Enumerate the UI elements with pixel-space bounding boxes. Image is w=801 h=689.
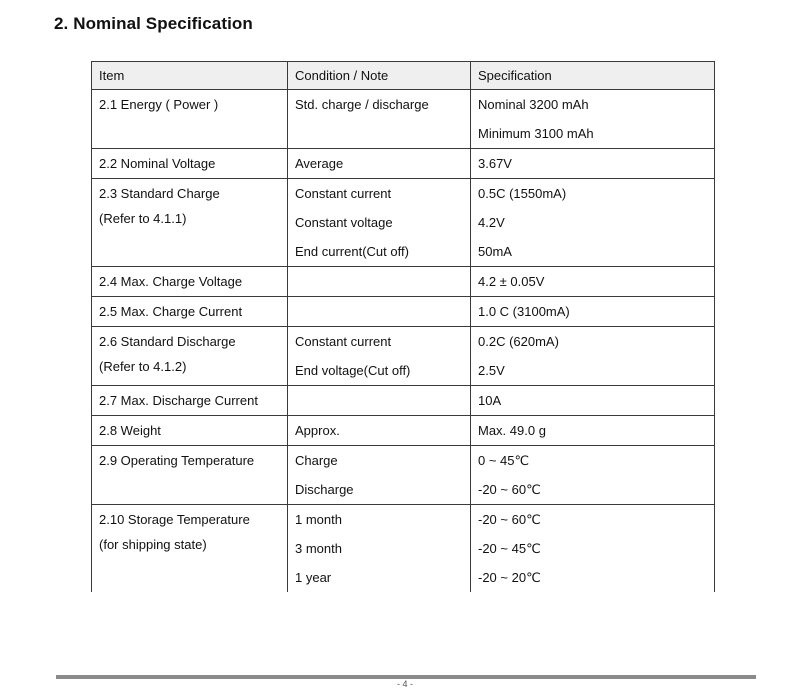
table-row [92,386,715,416]
condition-cell-line: Constant current [295,334,392,349]
specification-cell-line: Max. 49.0 g [478,423,546,438]
item-cell-line: 2.2 Nominal Voltage [99,156,216,171]
specification-cell [471,297,715,327]
condition-cell [288,90,471,149]
specification-table [91,61,715,592]
condition-cell-line: Approx. [295,423,340,438]
specification-cell-line: Nominal 3200 mAh [478,97,589,112]
header-specification: Specification [471,62,715,90]
condition-cell-line: 1 month [295,512,342,527]
condition-cell-line: Constant voltage [295,215,393,230]
specification-cell [471,267,715,297]
item-cell [92,297,288,327]
section-title: 2. Nominal Specification [54,14,253,33]
table-header-row [92,62,715,90]
condition-cell [288,297,471,327]
specification-cell [471,327,715,386]
condition-cell-line: Std. charge / discharge [295,97,429,112]
condition-cell-line: 1 year [295,570,332,585]
specification-cell-line: 4.2 ± 0.05V [478,274,545,289]
condition-cell-line: Constant current [295,186,392,201]
condition-cell [288,149,471,179]
item-cell-line: 2.8 Weight [99,423,161,438]
item-cell [92,446,288,505]
table-body [92,90,715,593]
condition-cell-line [295,267,463,296]
item-cell-line: 2.3 Standard Charge [99,186,220,201]
condition-cell [288,179,471,267]
specification-cell-line: 0.2C (620mA) [478,334,559,349]
condition-cell [288,327,471,386]
specification-cell-line: Minimum 3100 mAh [478,126,594,141]
specification-cell-line: 4.2V [478,215,505,230]
table-row [92,297,715,327]
specification-cell-line: -20 ~ 60℃ [478,512,541,527]
item-cell-line: 2.10 Storage Temperature [99,512,250,527]
specification-cell [471,416,715,446]
header-item: Item [92,62,288,90]
specification-cell-line: 0.5C (1550mA) [478,186,567,201]
item-cell-line: (Refer to 4.1.1) [99,211,187,226]
condition-cell-line: 3 month [295,541,342,556]
specification-cell-line: 1.0 C (3100mA) [478,304,570,319]
table-row [92,267,715,297]
item-cell [92,90,288,149]
specification-cell-line: -20 ~ 60℃ [478,482,541,497]
item-cell-line: 2.9 Operating Temperature [99,453,255,468]
specification-cell [471,505,715,593]
table-row [92,505,715,593]
condition-cell-line [295,119,463,148]
specification-cell-line: 50mA [478,244,512,259]
item-cell-line: 2.6 Standard Discharge [99,334,236,349]
item-cell [92,505,288,593]
specification-cell-line: -20 ~ 20℃ [478,570,541,585]
specification-cell [471,90,715,149]
table-row [92,179,715,267]
table-row [92,149,715,179]
item-cell-line: 2.5 Max. Charge Current [99,304,243,319]
specification-cell [471,149,715,179]
item-cell [92,416,288,446]
item-cell-line: 2.4 Max. Charge Voltage [99,274,243,289]
item-cell-line: (for shipping state) [99,537,207,552]
header-condition: Condition / Note [288,62,471,90]
condition-cell-line [295,386,463,415]
specification-cell [471,179,715,267]
item-cell [92,149,288,179]
item-cell [92,267,288,297]
table-row [92,90,715,149]
condition-cell-line: Discharge [295,482,354,497]
table-row [92,446,715,505]
condition-cell [288,416,471,446]
item-cell-line: 2.1 Energy ( Power ) [99,97,219,112]
item-cell [92,327,288,386]
condition-cell-line: Average [295,156,344,171]
specification-cell-line: 2.5V [478,363,505,378]
specification-cell-line: 0 ~ 45℃ [478,453,530,468]
condition-cell-line: Charge [295,453,338,468]
condition-cell-line: End current(Cut off) [295,244,409,259]
specification-cell-line: 3.67V [478,156,512,171]
page-number: - 4 - [397,679,414,689]
condition-cell [288,386,471,416]
item-cell-line: (Refer to 4.1.2) [99,359,187,374]
table-row [92,327,715,386]
specification-cell [471,386,715,416]
table-row [92,416,715,446]
item-cell-line: 2.7 Max. Discharge Current [99,393,258,408]
item-cell [92,179,288,267]
condition-cell [288,446,471,505]
condition-cell [288,267,471,297]
condition-cell-line: End voltage(Cut off) [295,363,411,378]
specification-cell [471,446,715,505]
item-cell [92,386,288,416]
specification-cell-line: -20 ~ 45℃ [478,541,541,556]
specification-cell-line: 10A [478,393,502,408]
condition-cell-line [295,297,463,326]
condition-cell [288,505,471,593]
